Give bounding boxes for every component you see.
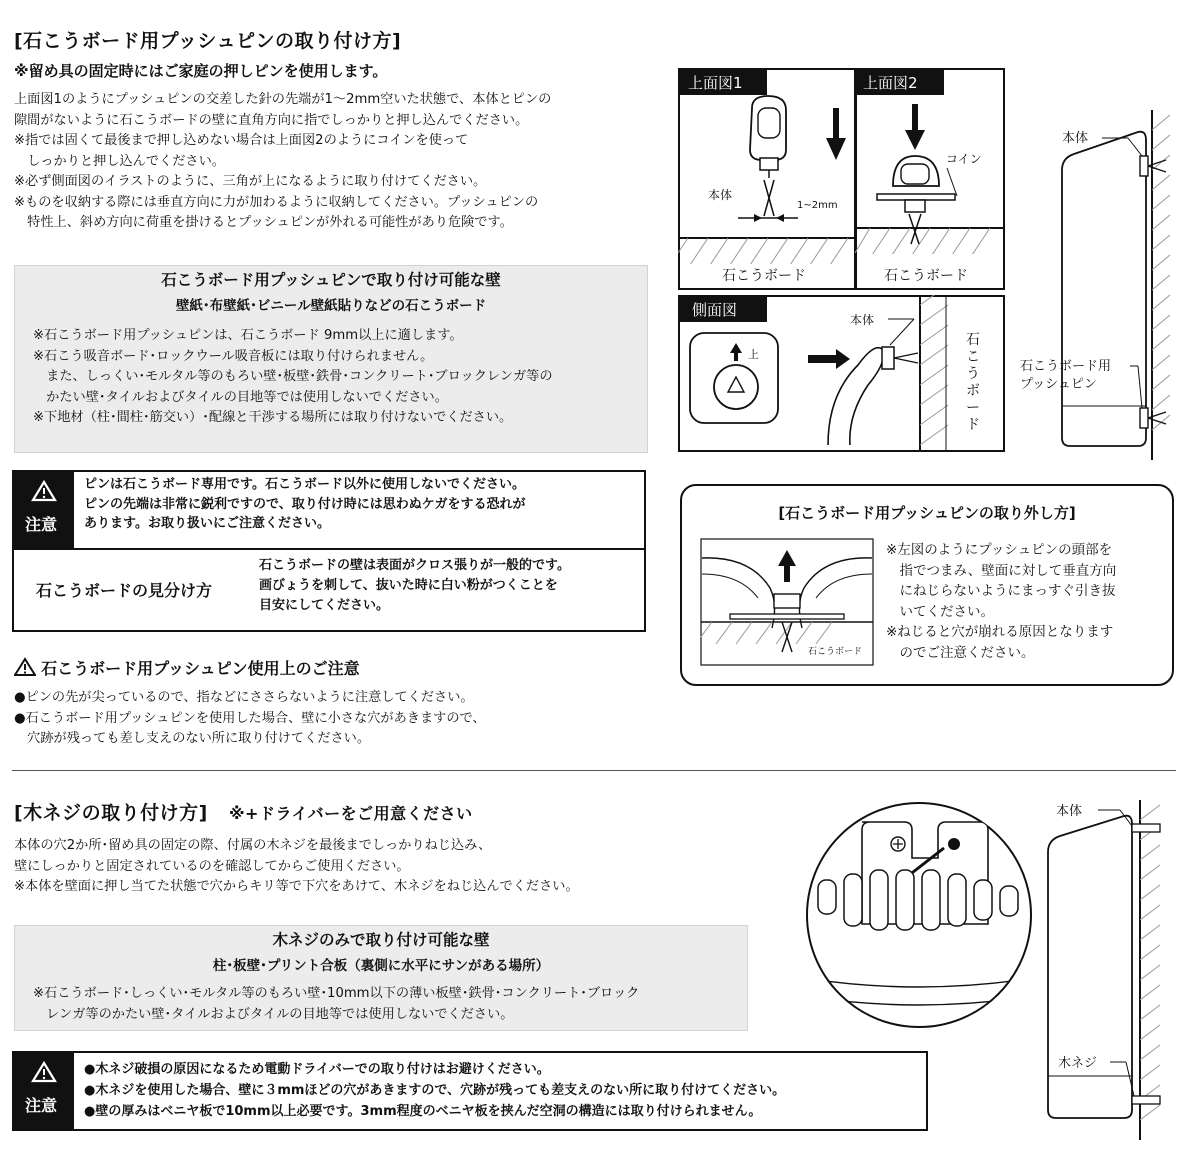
wood-wall-subtitle: 柱･板壁･プリント合板（裏側に水平にサンがある場所） (212, 958, 550, 974)
screw-closeup-figure (804, 800, 1034, 1030)
section1-title: [石こうボード用プッシュピンの取り付け方] (14, 30, 402, 52)
cabinet-side-figure-1 (1010, 110, 1200, 460)
wood-wall-panel (14, 925, 748, 1031)
compatible-wall-body: ※石こうボード用プッシュピンは、石こうボード 9mm以上に適します。 ※石こう吸音ボード･ロックウール吸音板には取り付けられません。 また、しっくい･モルタル等のもろい壁･板壁･鉄骨･コンクリート･ブロックレンガ等の かたい壁･タイルおよびタイルの目地等では使用しないでください。 ※下地材（柱･間柱･筋交い）･配線と干渉する場所には取り付けないでください。 (33, 328, 553, 425)
section-divider (12, 770, 1176, 771)
caution-box-screw (12, 1051, 928, 1131)
side-view-board-label: 石こうボード (966, 332, 980, 433)
caution-badge (14, 472, 74, 548)
removal-box (680, 484, 1174, 686)
cabinet2-screw-label: 木ネジ (1058, 1056, 1098, 1071)
notes1-heading (14, 656, 360, 679)
notes1-body: ●ピンの先が尖っているので、指などにささらないように注意してください。 ●石こうボード用プッシュピンを使用した場合、壁に小さな穴があきますので、 穴跡が残っても差し支えのない所に取り付けてください。 (14, 690, 486, 746)
removal-board-label: 石こうボード (808, 644, 862, 657)
cabinet-side-figure-2 (1040, 800, 1200, 1140)
compatible-wall-title: 石こうボード用プッシュピンで取り付け可能な壁 (161, 271, 501, 289)
warning-icon (14, 1053, 74, 1129)
caution-label: 注意 (25, 515, 58, 534)
warning-icon (14, 472, 74, 548)
top-view-1-board-label: 石こうボード (722, 268, 806, 284)
identify-title: 石こうボードの見分け方 (36, 581, 213, 600)
top-view-1-body-label: 本体 (708, 188, 733, 202)
cabinet1-body-label: 本体 (1062, 131, 1089, 146)
top-view-1-figure (678, 68, 856, 290)
warning-icon (14, 657, 36, 677)
cabinet1-pin-label: 石こうボード用 プッシュピン (1020, 359, 1112, 392)
section2-title (14, 798, 473, 825)
wood-wall-body: ※石こうボード･しっくい･モルタル等のもろい壁･10mm以下の薄い板壁･鉄骨･コンクリート･ブロック レンガ等のかたい壁･タイルおよびタイルの目地等では使用しないでください。 (33, 986, 640, 1022)
section2-title-text: [木ネジの取り付け方] (14, 802, 208, 824)
side-view-up-label: 上 (748, 348, 759, 361)
side-view-tag: 側面図 (692, 301, 738, 319)
top-view-2-coin-label: コイン (946, 152, 982, 166)
top-view-1-gap-label: 1~2mm (797, 200, 838, 211)
removal-body: ※左図のようにプッシュピンの頭部を 指でつまみ、壁面に対して垂直方向 にねじらないようにまっすぐ引き抜 いてください。 ※ねじると穴が崩れる原因となります のでご注意ください。 (886, 542, 1117, 661)
wood-wall-title: 木ネジのみで取り付け可能な壁 (272, 931, 490, 949)
caution-text: ピンは石こうボード専用です。石こうボード以外に使用しないでください。 ピンの先端は非常に鋭利ですので、取り付け時には思わぬケガをする恐れが あります。お取り扱いにご注意ください。 (84, 477, 526, 531)
caution-screw-text: ●木ネジ破損の原因になるため電動ドライバーでの取り付けはお避けください。 ●木ネジを使用した場合、壁に３mmほどの穴があきますので、穴跡が残っても差支えのない所に取り付けてください。 ●壁の厚みはベニヤ板で10mm以上必要です。3mm程度のベニヤ板を挟んだ空洞の構造には取り付けられません。 (84, 1062, 786, 1119)
top-view-1-tag: 上面図1 (688, 74, 743, 92)
removal-title: [石こうボード用プッシュピンの取り外し方] (778, 504, 1076, 522)
side-view-body-label: 本体 (850, 313, 875, 327)
notes1-title: 石こうボード用プッシュピン使用上のご注意 (41, 659, 360, 678)
section2-body: 本体の穴2か所･留め具の固定の際、付属の木ネジを最後までしっかりねじ込み、 壁にしっかりと固定されているのを確認してからご使用ください。 ※本体を壁面に押し当てた状態で穴からキリ等で下穴をあけて、木ネジをねじ込んでください。 (14, 838, 579, 894)
section2-title-note: ※+ドライバーをご用意ください (229, 804, 473, 823)
top-view-2-figure (855, 68, 1005, 290)
section1-subtitle: ※留め具の固定時にはご家庭の押しピンを使用します。 (14, 62, 388, 80)
cabinet2-body-label: 本体 (1056, 804, 1083, 819)
caution-label: 注意 (25, 1096, 58, 1115)
compatible-wall-panel (14, 265, 648, 453)
section1-body: 上面図1のようにプッシュピンの交差した針の先端が1～2mm空いた状態で、本体とピンの 隙間がないように石こうボードの壁に直角方向に指でしっかりと押し込んでください。 ※指では固くて最後まで押し込めない場合は上面図2のようにコインを使って しっかりと押し込んでください。 ※必ず側面図のイラストのように、三角が上になるように取り付けてください。 ※ものを収納する際には垂直方向に力が加わるように収納してください。プッシュピンの 特性上、斜め方向に荷重を掛けるとプッシュピンが外れる可能性があり危険です。 (14, 92, 552, 230)
caution-badge (14, 1053, 74, 1129)
compatible-wall-subtitle: 壁紙･布壁紙･ビニール壁紙貼りなどの石こうボード (175, 298, 487, 314)
divider (14, 548, 644, 550)
top-view-2-board-label: 石こうボード (884, 268, 968, 284)
caution-box-pin (12, 470, 646, 632)
identify-text: 石こうボードの壁は表面がクロス張りが一般的です。 画びょうを刺して、抜いた時に白い粉がつくことを 目安にしてください。 (259, 558, 570, 613)
top-view-2-tag: 上面図2 (863, 74, 918, 92)
